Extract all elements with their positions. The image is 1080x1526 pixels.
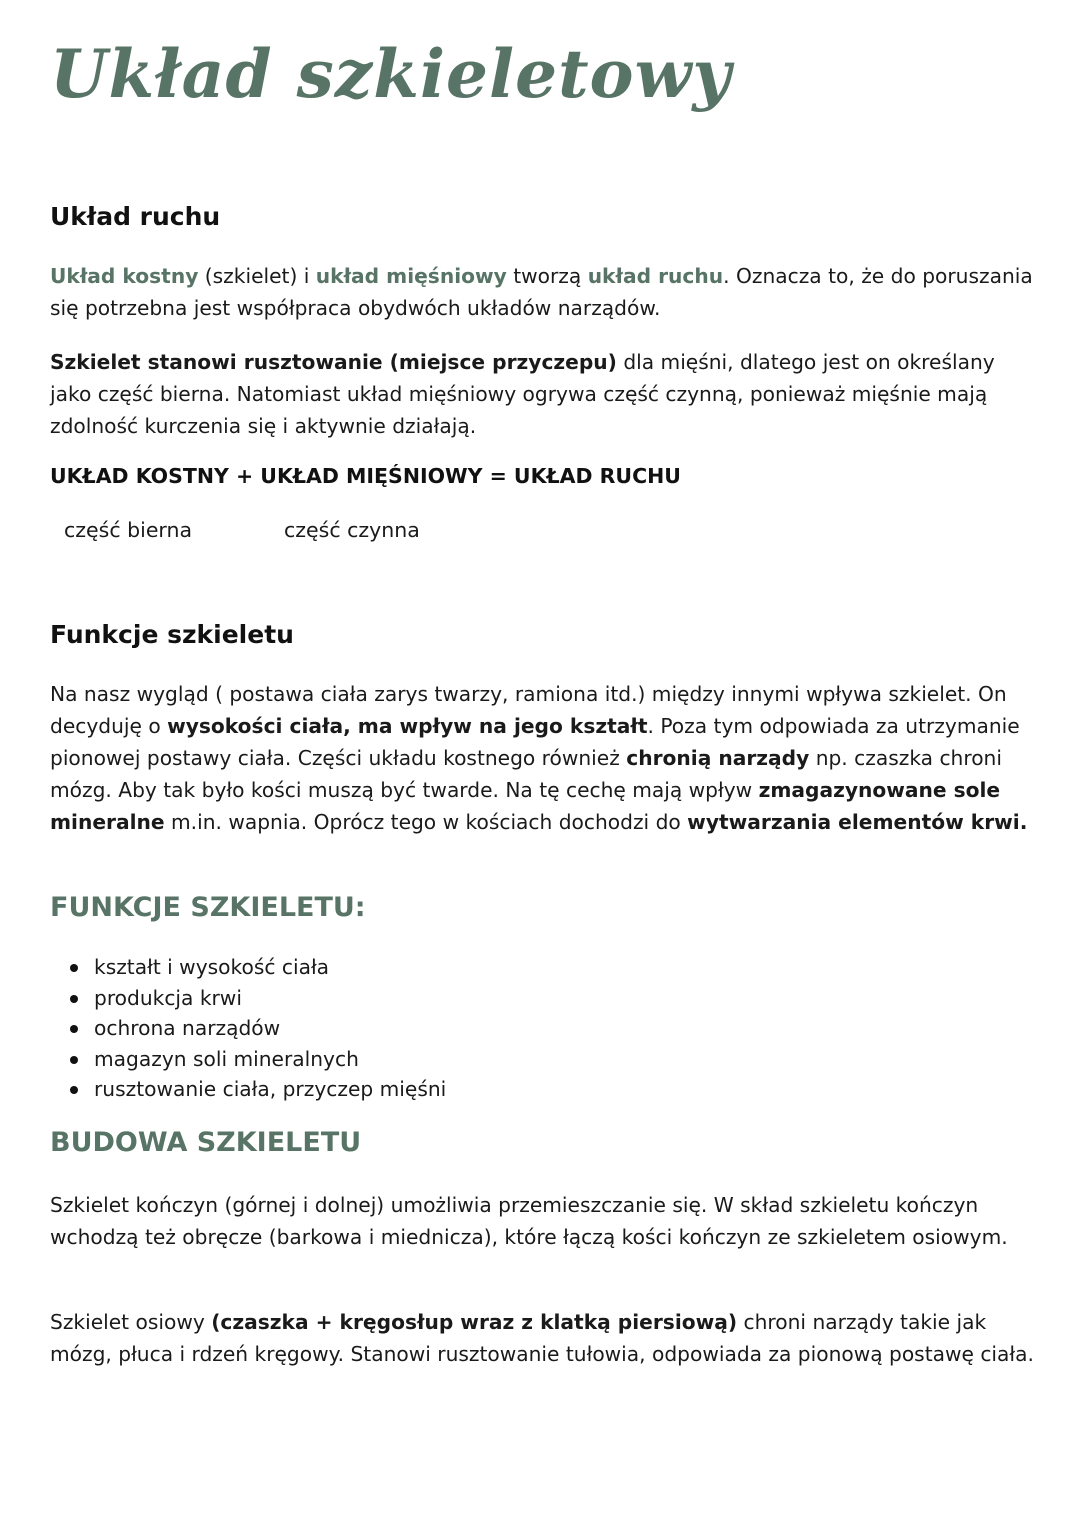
heading-uklad-ruchu: Układ ruchu <box>50 202 221 231</box>
paragraph-funkcje-szkieletu: Na nasz wygląd ( postawa ciała zarys twarzy, ramiona itd.) między innymi wpływa szkielet. On decyduję o wysokości ciała, ma wpływ na jego kształt. Poza tym odpowiada za utrzymanie pionowej postawy ciała. Części układu kostnego również chronią narządy np. czaszka chroni mózg. Aby tak było kości muszą być twarde. Na tę cechę mają wpływ zmagazynowane sole mineralne m.in. wapnia. Oprócz tego w kościach dochodzi do wytwarzania elementów krwi. <box>50 682 1028 834</box>
paragraph-szkielet-rusztowanie: Szkielet stanowi rusztowanie (miejsce przyczepu) dla mięśni, dlatego jest on określany jako część bierna. Natomiast układ mięśniowy ogrywa część czynną, ponieważ mięśnie mają zdolność kurczenia się i aktywnie działają. <box>50 350 995 438</box>
page-title: Układ szkieletowy <box>50 35 732 113</box>
heading-budowa-szkieletu: BUDOWA SZKIELETU <box>50 1127 362 1158</box>
paragraph-szkielet-osiowy: Szkielet osiowy (czaszka + kręgosłup wraz z klatką piersiową) chroni narządy takie jak mózg, płuca i rdzeń kręgowy. Stanowi rusztowanie tułowia, odpowiada za pionową postawę ciała. <box>50 1310 1034 1366</box>
paragraph-uklad-ruchu: Układ kostny (szkielet) i układ mięśniowy tworzą układ ruchu. Oznacza to, że do poruszania się potrzebna jest współpraca obydwóch układów narządów. <box>50 264 1033 320</box>
list-item: produkcja krwi <box>68 983 446 1014</box>
list-item: rusztowanie ciała, przyczep mięśni <box>68 1074 446 1105</box>
list-item: ochrona narządów <box>68 1013 446 1044</box>
functions-list <box>68 952 446 1105</box>
heading-funkcje-szkieletu: Funkcje szkieletu <box>50 620 294 649</box>
list-item: magazyn soli mineralnych <box>68 1044 446 1075</box>
list-item: kształt i wysokość ciała <box>68 952 446 983</box>
paragraph-szkielet-konczyn: Szkielet kończyn (górnej i dolnej) umożliwia przemieszczanie się. W skład szkieletu kończyn wchodzą też obręcze (barkowa i miednicza), które łączą kości kończyn ze szkieletem osiowym. <box>50 1193 1008 1249</box>
heading-funkcje-list: FUNKCJE SZKIELETU: <box>50 892 366 923</box>
equation-uklad-ruchu: UKŁAD KOSTNY + UKŁAD MIĘŚNIOWY = UKŁAD RUCHU <box>50 464 681 488</box>
label-czesc-czynna: część czynna <box>284 518 420 542</box>
label-czesc-bierna: część bierna <box>64 518 193 542</box>
